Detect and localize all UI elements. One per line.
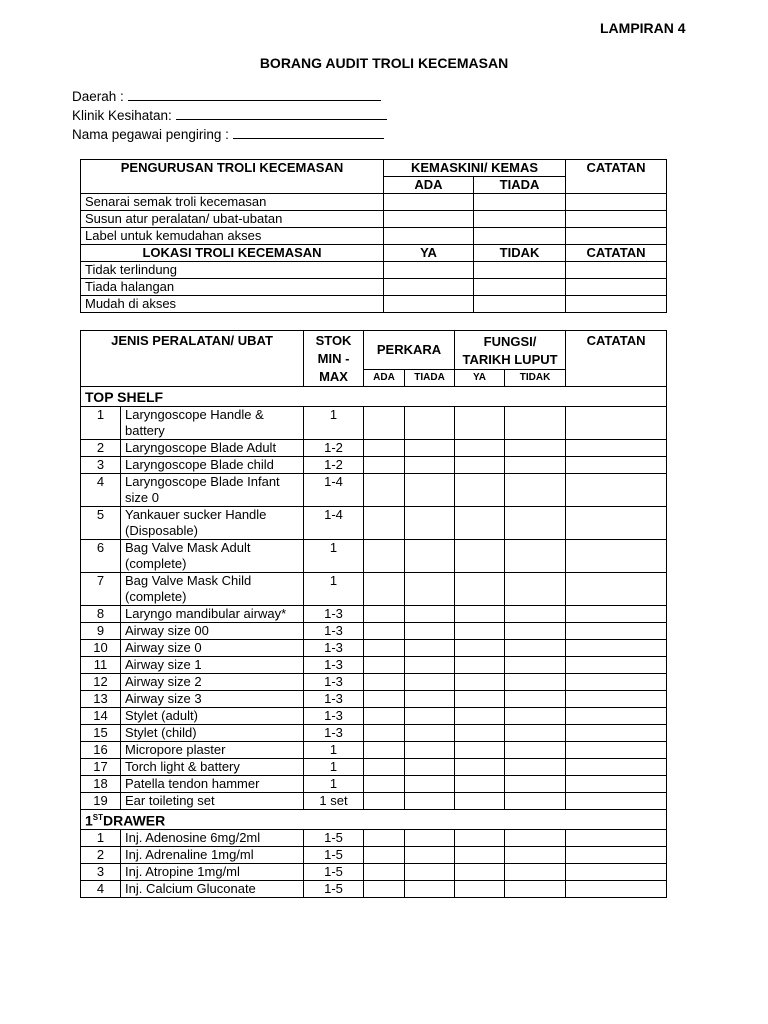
check-cell[interactable]	[505, 457, 566, 474]
check-cell[interactable]	[566, 725, 667, 742]
item-number: 10	[81, 640, 121, 657]
check-cell[interactable]	[384, 228, 474, 245]
check-cell[interactable]	[566, 640, 667, 657]
column-header: ADA	[364, 370, 405, 387]
check-cell[interactable]	[364, 830, 405, 847]
check-cell[interactable]	[505, 407, 566, 440]
check-cell[interactable]	[455, 691, 505, 708]
stock-range: 1-3	[304, 640, 364, 657]
check-cell[interactable]	[566, 691, 667, 708]
table-row	[81, 847, 667, 864]
check-cell[interactable]	[566, 474, 667, 507]
check-cell[interactable]	[505, 847, 566, 864]
stock-range: 1-2	[304, 440, 364, 457]
column-header: LOKASI TROLI KECEMASAN	[81, 245, 384, 262]
check-cell[interactable]	[505, 776, 566, 793]
item-name: Laryngoscope Handle & battery	[121, 407, 304, 440]
item-name: Airway size 00	[121, 623, 304, 640]
stock-range: 1	[304, 742, 364, 759]
check-cell[interactable]	[566, 279, 667, 296]
check-cell[interactable]	[455, 847, 505, 864]
check-cell[interactable]	[474, 296, 566, 313]
table-row	[81, 793, 667, 810]
item-number: 14	[81, 708, 121, 725]
stock-range: 1-3	[304, 674, 364, 691]
stock-range: 1-5	[304, 830, 364, 847]
check-cell[interactable]	[364, 657, 405, 674]
check-cell[interactable]	[566, 793, 667, 810]
check-cell[interactable]	[566, 776, 667, 793]
check-cell[interactable]	[384, 194, 474, 211]
column-header: TIADA	[474, 177, 566, 194]
item-number: 18	[81, 776, 121, 793]
table-row	[81, 864, 667, 881]
stock-range: 1	[304, 407, 364, 440]
check-cell[interactable]	[405, 847, 455, 864]
check-cell[interactable]	[566, 847, 667, 864]
check-cell[interactable]	[566, 262, 667, 279]
column-header: JENIS PERALATAN/ UBAT	[81, 331, 304, 387]
check-cell[interactable]	[474, 194, 566, 211]
check-cell[interactable]	[364, 674, 405, 691]
item-name: Airway size 1	[121, 657, 304, 674]
check-cell[interactable]	[566, 657, 667, 674]
section-title: TOP SHELF	[81, 387, 667, 407]
stock-range: 1-5	[304, 864, 364, 881]
check-cell[interactable]	[455, 573, 505, 606]
row-label: Senarai semak troli kecemasan	[81, 194, 384, 211]
check-cell[interactable]	[505, 793, 566, 810]
table-row	[81, 708, 667, 725]
check-cell[interactable]	[364, 540, 405, 573]
field-label: Klinik Kesihatan:	[72, 108, 176, 123]
stock-range: 1-3	[304, 606, 364, 623]
check-cell[interactable]	[505, 440, 566, 457]
check-cell[interactable]	[405, 725, 455, 742]
column-header: YA	[384, 245, 474, 262]
item-number: 11	[81, 657, 121, 674]
check-cell[interactable]	[364, 708, 405, 725]
stock-range: 1-3	[304, 657, 364, 674]
row-label: Tiada halangan	[81, 279, 384, 296]
table-row	[81, 674, 667, 691]
check-cell[interactable]	[405, 640, 455, 657]
column-header: ADA	[384, 177, 474, 194]
check-cell[interactable]	[455, 474, 505, 507]
check-cell[interactable]	[566, 228, 667, 245]
field-label: Nama pegawai pengiring :	[72, 127, 233, 142]
row-label: Tidak terlindung	[81, 262, 384, 279]
check-cell[interactable]	[505, 657, 566, 674]
check-cell[interactable]	[566, 830, 667, 847]
blank-line[interactable]	[233, 128, 384, 139]
stock-range: 1-3	[304, 691, 364, 708]
check-cell[interactable]	[364, 440, 405, 457]
check-cell[interactable]	[566, 407, 667, 440]
table-row	[81, 606, 667, 623]
check-cell[interactable]	[384, 211, 474, 228]
item-number: 12	[81, 674, 121, 691]
check-cell[interactable]	[364, 623, 405, 640]
table-row	[81, 830, 667, 847]
item-name: Patella tendon hammer	[121, 776, 304, 793]
check-cell[interactable]	[455, 864, 505, 881]
check-cell[interactable]	[455, 440, 505, 457]
check-cell[interactable]	[455, 657, 505, 674]
check-cell[interactable]	[364, 776, 405, 793]
check-cell[interactable]	[505, 864, 566, 881]
appendix-label: LAMPIRAN 4	[600, 20, 686, 36]
field-klinik	[72, 108, 387, 123]
table-row	[81, 228, 667, 245]
check-cell[interactable]	[405, 708, 455, 725]
blank-line[interactable]	[176, 109, 387, 120]
check-cell[interactable]	[405, 691, 455, 708]
row-label: Label untuk kemudahan akses	[81, 228, 384, 245]
check-cell[interactable]	[455, 759, 505, 776]
stock-range: 1-3	[304, 725, 364, 742]
item-number: 5	[81, 507, 121, 540]
column-header: FUNGSI/ TARIKH LUPUT	[455, 331, 566, 370]
check-cell[interactable]	[405, 606, 455, 623]
table-row	[81, 194, 667, 211]
check-cell[interactable]	[455, 881, 505, 898]
table-row	[81, 540, 667, 573]
item-number: 3	[81, 457, 121, 474]
check-cell[interactable]	[384, 262, 474, 279]
column-header: CATATAN	[566, 331, 667, 387]
check-cell[interactable]	[455, 606, 505, 623]
item-number: 7	[81, 573, 121, 606]
check-cell[interactable]	[364, 457, 405, 474]
check-cell[interactable]	[566, 507, 667, 540]
item-number: 16	[81, 742, 121, 759]
check-cell[interactable]	[566, 674, 667, 691]
check-cell[interactable]	[405, 540, 455, 573]
column-header: STOK MIN - MAX	[304, 331, 364, 387]
stock-range: 1	[304, 776, 364, 793]
table-row	[81, 457, 667, 474]
check-cell[interactable]	[566, 573, 667, 606]
item-name: Stylet (adult)	[121, 708, 304, 725]
section-title	[81, 810, 667, 830]
check-cell[interactable]	[364, 793, 405, 810]
table-row	[81, 507, 667, 540]
check-cell[interactable]	[455, 623, 505, 640]
table-header-row	[81, 331, 667, 370]
table-header-row	[81, 160, 667, 177]
table-row	[81, 657, 667, 674]
check-cell[interactable]	[455, 540, 505, 573]
check-cell[interactable]	[405, 674, 455, 691]
item-name: Airway size 0	[121, 640, 304, 657]
check-cell[interactable]	[505, 742, 566, 759]
item-number: 3	[81, 864, 121, 881]
blank-line[interactable]	[128, 90, 381, 101]
check-cell[interactable]	[364, 573, 405, 606]
check-cell[interactable]	[474, 279, 566, 296]
stock-range: 1-3	[304, 623, 364, 640]
check-cell[interactable]	[455, 674, 505, 691]
item-number: 9	[81, 623, 121, 640]
check-cell[interactable]	[566, 881, 667, 898]
check-cell[interactable]	[405, 830, 455, 847]
column-header: CATATAN	[566, 245, 667, 262]
section-row	[81, 810, 667, 830]
item-number: 2	[81, 847, 121, 864]
item-name: Airway size 3	[121, 691, 304, 708]
table-row	[81, 262, 667, 279]
check-cell[interactable]	[405, 776, 455, 793]
check-cell[interactable]	[474, 228, 566, 245]
item-number: 2	[81, 440, 121, 457]
check-cell[interactable]	[405, 881, 455, 898]
item-number: 6	[81, 540, 121, 573]
check-cell[interactable]	[505, 674, 566, 691]
check-cell[interactable]	[505, 623, 566, 640]
check-cell[interactable]	[455, 708, 505, 725]
item-name: Torch light & battery	[121, 759, 304, 776]
check-cell[interactable]	[405, 407, 455, 440]
check-cell[interactable]	[455, 725, 505, 742]
stock-range: 1-4	[304, 507, 364, 540]
check-cell[interactable]	[384, 279, 474, 296]
field-pegawai	[72, 127, 384, 142]
item-number: 1	[81, 830, 121, 847]
stock-range: 1-4	[304, 474, 364, 507]
item-number: 19	[81, 793, 121, 810]
stock-range: 1	[304, 759, 364, 776]
item-name: Laryngoscope Blade child	[121, 457, 304, 474]
check-cell[interactable]	[505, 507, 566, 540]
check-cell[interactable]	[505, 606, 566, 623]
item-name: Laryngoscope Blade Adult	[121, 440, 304, 457]
table-row	[81, 776, 667, 793]
item-name: Ear toileting set	[121, 793, 304, 810]
check-cell[interactable]	[405, 793, 455, 810]
check-cell[interactable]	[566, 742, 667, 759]
item-number: 1	[81, 407, 121, 440]
item-name: Inj. Adenosine 6mg/2ml	[121, 830, 304, 847]
column-header: TIADA	[405, 370, 455, 387]
check-cell[interactable]	[455, 742, 505, 759]
check-cell[interactable]	[405, 474, 455, 507]
check-cell[interactable]	[474, 211, 566, 228]
check-cell[interactable]	[505, 540, 566, 573]
stock-range: 1	[304, 540, 364, 573]
item-name: Airway size 2	[121, 674, 304, 691]
row-label: Mudah di akses	[81, 296, 384, 313]
stock-range: 1-5	[304, 847, 364, 864]
check-cell[interactable]	[566, 759, 667, 776]
equipment-table	[80, 330, 667, 898]
check-cell[interactable]	[566, 194, 667, 211]
check-cell[interactable]	[566, 457, 667, 474]
check-cell[interactable]	[505, 474, 566, 507]
check-cell[interactable]	[364, 691, 405, 708]
item-name: Inj. Atropine 1mg/ml	[121, 864, 304, 881]
management-table	[80, 159, 667, 313]
check-cell[interactable]	[405, 507, 455, 540]
item-number: 4	[81, 881, 121, 898]
check-cell[interactable]	[364, 759, 405, 776]
check-cell[interactable]	[505, 708, 566, 725]
column-header: TIDAK	[474, 245, 566, 262]
table-row	[81, 881, 667, 898]
stock-range: 1 set	[304, 793, 364, 810]
check-cell[interactable]	[405, 623, 455, 640]
check-cell[interactable]	[405, 457, 455, 474]
check-cell[interactable]	[405, 759, 455, 776]
check-cell[interactable]	[566, 211, 667, 228]
item-name: Laryngo mandibular airway*	[121, 606, 304, 623]
check-cell[interactable]	[455, 830, 505, 847]
check-cell[interactable]	[364, 606, 405, 623]
item-number: 15	[81, 725, 121, 742]
check-cell[interactable]	[505, 640, 566, 657]
check-cell[interactable]	[364, 640, 405, 657]
item-name: Stylet (child)	[121, 725, 304, 742]
check-cell[interactable]	[405, 864, 455, 881]
check-cell[interactable]	[505, 830, 566, 847]
check-cell[interactable]	[505, 725, 566, 742]
check-cell[interactable]	[566, 296, 667, 313]
check-cell[interactable]	[455, 776, 505, 793]
table-header-row	[81, 245, 667, 262]
item-name: Laryngoscope Blade Infant size 0	[121, 474, 304, 507]
stock-range: 1-2	[304, 457, 364, 474]
form-title: BORANG AUDIT TROLI KECEMASAN	[259, 55, 509, 71]
section-number: 1	[85, 812, 93, 829]
check-cell[interactable]	[364, 847, 405, 864]
check-cell[interactable]	[364, 474, 405, 507]
check-cell[interactable]	[566, 623, 667, 640]
check-cell[interactable]	[364, 864, 405, 881]
check-cell[interactable]	[474, 262, 566, 279]
section-row	[81, 387, 667, 407]
item-number: 8	[81, 606, 121, 623]
check-cell[interactable]	[405, 440, 455, 457]
item-name: Yankauer sucker Handle (Disposable)	[121, 507, 304, 540]
check-cell[interactable]	[455, 457, 505, 474]
stock-range: 1	[304, 573, 364, 606]
item-name: Micropore plaster	[121, 742, 304, 759]
table-row	[81, 440, 667, 457]
column-header: TIDAK	[505, 370, 566, 387]
section-name: DRAWER	[103, 812, 166, 829]
check-cell[interactable]	[364, 507, 405, 540]
table-row	[81, 691, 667, 708]
check-cell[interactable]	[566, 708, 667, 725]
table-row	[81, 211, 667, 228]
table-row	[81, 573, 667, 606]
check-cell[interactable]	[384, 296, 474, 313]
stock-range: 1-5	[304, 881, 364, 898]
table-row	[81, 296, 667, 313]
check-cell[interactable]	[566, 440, 667, 457]
section-ordinal: ST	[92, 813, 104, 823]
table-row	[81, 623, 667, 640]
check-cell[interactable]	[566, 540, 667, 573]
check-cell[interactable]	[566, 606, 667, 623]
check-cell[interactable]	[405, 742, 455, 759]
table-row	[81, 279, 667, 296]
check-cell[interactable]	[364, 725, 405, 742]
check-cell[interactable]	[364, 881, 405, 898]
table-row	[81, 474, 667, 507]
check-cell[interactable]	[364, 407, 405, 440]
item-number: 4	[81, 474, 121, 507]
check-cell[interactable]	[405, 657, 455, 674]
check-cell[interactable]	[455, 507, 505, 540]
column-header: YA	[455, 370, 505, 387]
check-cell[interactable]	[505, 881, 566, 898]
field-label: Daerah :	[72, 89, 128, 104]
table-row	[81, 640, 667, 657]
check-cell[interactable]	[505, 691, 566, 708]
item-name: Bag Valve Mask Adult (complete)	[121, 540, 304, 573]
check-cell[interactable]	[364, 742, 405, 759]
check-cell[interactable]	[455, 407, 505, 440]
item-name: Inj. Adrenaline 1mg/ml	[121, 847, 304, 864]
table-row	[81, 407, 667, 440]
stock-range: 1-3	[304, 708, 364, 725]
check-cell[interactable]	[505, 573, 566, 606]
column-header: PERKARA	[364, 331, 455, 370]
check-cell[interactable]	[505, 759, 566, 776]
column-header: PENGURUSAN TROLI KECEMASAN	[81, 160, 384, 194]
row-label: Susun atur peralatan/ ubat-ubatan	[81, 211, 384, 228]
table-row	[81, 742, 667, 759]
column-header: KEMASKINI/ KEMAS	[384, 160, 566, 177]
table-row	[81, 759, 667, 776]
check-cell[interactable]	[405, 573, 455, 606]
table-row	[81, 725, 667, 742]
check-cell[interactable]	[566, 864, 667, 881]
item-number: 17	[81, 759, 121, 776]
column-header: CATATAN	[566, 160, 667, 194]
field-daerah	[72, 89, 381, 104]
item-name: Bag Valve Mask Child (complete)	[121, 573, 304, 606]
check-cell[interactable]	[455, 640, 505, 657]
item-number: 13	[81, 691, 121, 708]
item-name: Inj. Calcium Gluconate	[121, 881, 304, 898]
check-cell[interactable]	[455, 793, 505, 810]
